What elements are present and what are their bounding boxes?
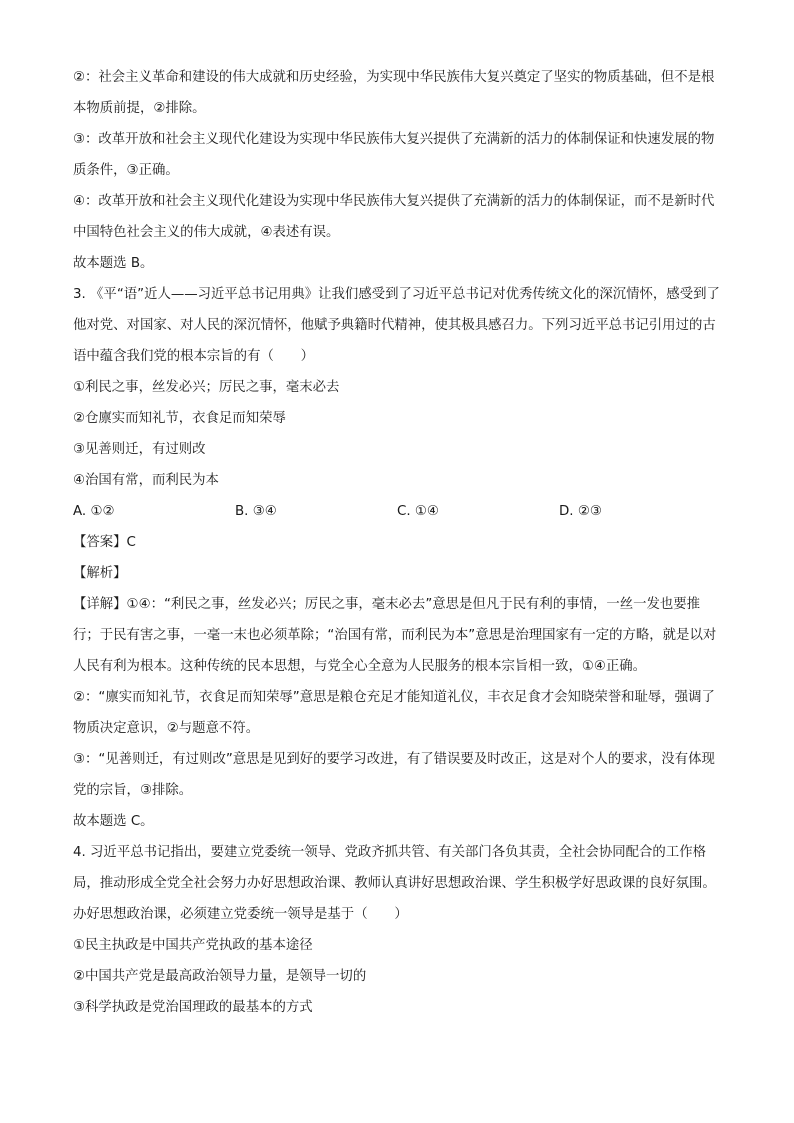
option-b: B. ③④ — [235, 504, 277, 519]
document-page — [73, 62, 723, 1023]
paragraph-prev-4: ④：改革开放和社会主义现代化建设为实现中华民族伟大复兴提供了充满新的活力的体制保证，而不是新时代中国特色社会主义的伟大成就，④表述有误。 — [73, 194, 715, 240]
detail-paragraph-1: 【详解】①④：“利民之事，丝发必兴；厉民之事，毫末必去”意思是但凡于民有利的事情，一丝一发也要推行；于民有害之事，一毫一末也必须革除；“治国有常，而利民为本”意思是治理国家有一定的方略，就是以对人民有利为根本。这种传统的民本思想，与党全心全意为人民服务的根本宗旨相一致，①④正确。 — [73, 597, 717, 674]
question-3-item-3: ③见善则迁，有过则改 — [73, 442, 206, 457]
question-4-stem: 4. 习近平总书记指出，要建立党委统一领导、党政齐抓共管、有关部门各负其责，全社会协同配合的工作格局，推动形成全党全社会努力办好思想政治课、教师认真讲好思想政治课、学生积极学好思政课的良好氛围。办好思想政治课，必须建立党委统一领导是基于（ ） — [73, 845, 716, 922]
detail-paragraph-3: ③：“见善则迁，有过则改”意思是见到好的要学习改进，有了错误要及时改正，这是对个人的要求，没有体现党的宗旨，③排除。 — [73, 752, 715, 798]
paragraph-prev-3: ③：改革开放和社会主义现代化建设为实现中华民族伟大复兴提供了充满新的活力的体制保证和快速发展的物质条件，③正确。 — [73, 132, 715, 178]
question-3-item-2: ②仓廪实而知礼节，衣食足而知荣辱 — [73, 411, 286, 426]
detail-paragraph-2: ②：“廪实而知礼节，衣食足而知荣辱”意思是粮仓充足才能知道礼仪，丰衣足食才会知晓荣誉和耻辱，强调了物质决定意识，②与题意不符。 — [73, 690, 715, 736]
paragraph-prev-2: ②：社会主义革命和建设的伟大成就和历史经验，为实现中华民族伟大复兴奠定了坚实的物质基础，但不是根本物质前提，②排除。 — [73, 70, 715, 116]
prev-conclusion: 故本题选 B。 — [73, 256, 154, 271]
question-4-item-3: ③科学执政是党治国理政的最基本的方式 — [73, 1000, 313, 1015]
option-d: D. ②③ — [559, 504, 602, 519]
question-3-item-1: ①利民之事，丝发必兴；厉民之事，毫末必去 — [73, 380, 340, 395]
option-a: A. ①② — [73, 504, 115, 519]
question-3-item-4: ④治国有常，而利民为本 — [73, 473, 219, 488]
question-4-item-1: ①民主执政是中国共产党执政的基本途径 — [73, 938, 313, 953]
answer-tag: 【答案】C — [73, 535, 136, 550]
question-3-conclusion: 故本题选 C。 — [73, 814, 154, 829]
question-3-options — [73, 496, 723, 527]
question-4-item-2: ②中国共产党是最高政治领导力量，是领导一切的 — [73, 969, 367, 984]
option-c: C. ①④ — [397, 504, 439, 519]
analysis-tag: 【解析】 — [73, 566, 127, 581]
question-3-stem: 3. 《平“语”近人——习近平总书记用典》让我们感受到了习近平总书记对优秀传统文化的深沉情怀，感受到了他对党、对国家、对人民的深沉情怀，他赋予典籍时代精神，使其极具感召力。下列习近平总书记引用过的古语中蕴含我们党的根本宗旨的有（ ） — [73, 287, 720, 364]
